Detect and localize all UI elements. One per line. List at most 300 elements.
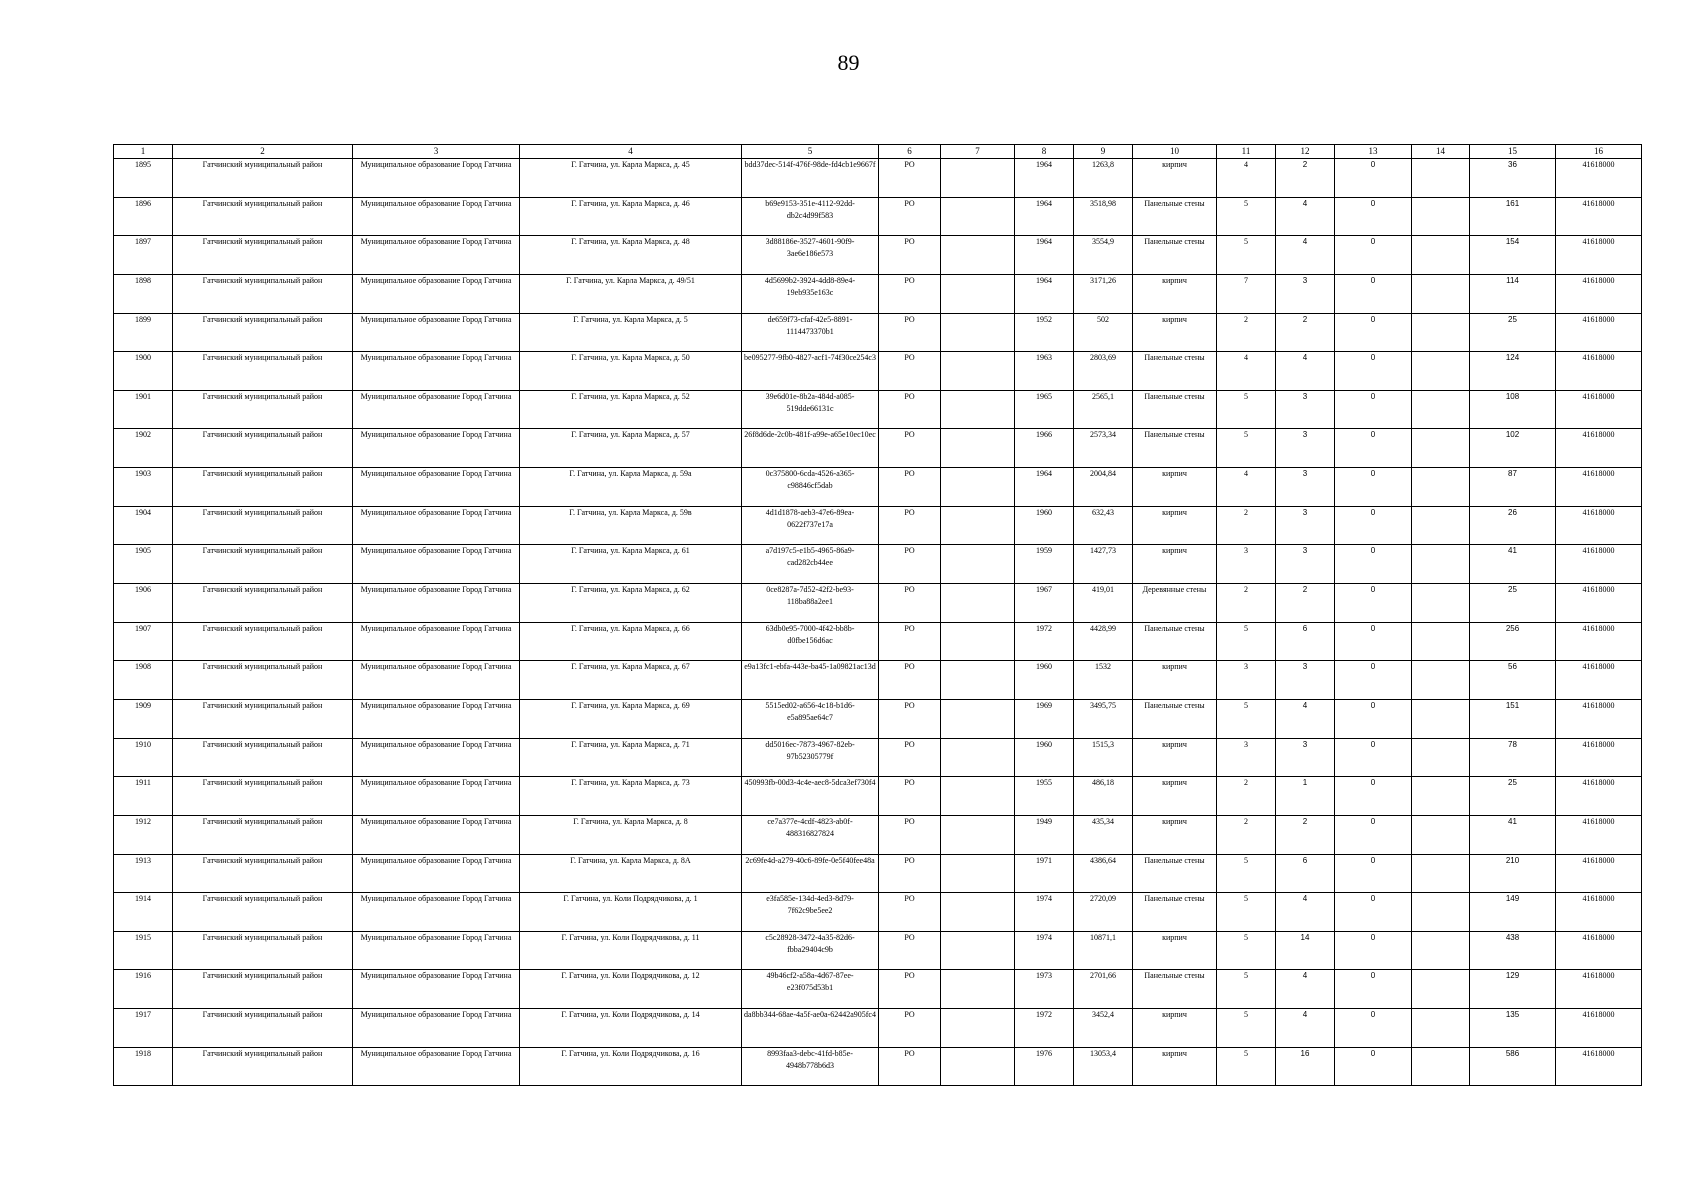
building-guid-cell: 3d88186e-3527-4601-90f9-3ae6e186e573 [742,236,879,275]
table-row [114,506,1642,545]
floors-cell: 5 [1217,1047,1276,1086]
column-7-cell [941,197,1015,236]
oktmo-cell: 41618000 [1556,429,1642,468]
column-14-cell [1412,313,1470,352]
column-14-cell [1412,429,1470,468]
entrances-cell: 2 [1276,584,1335,623]
row-number: 1916 [114,970,173,1009]
building-guid-cell: c5c28928-3472-4a35-82d6-fbba29404c9b [742,931,879,970]
column-7-cell [941,468,1015,507]
column-13-cell: 0 [1335,661,1412,700]
build-year-cell: 1974 [1015,893,1074,932]
floors-cell: 2 [1217,815,1276,854]
address-cell: Г. Гатчина, ул. Карла Маркса, д. 67 [520,661,742,700]
district-cell: Гатчинский муниципальный район [173,236,353,275]
table-row [114,970,1642,1009]
oktmo-cell: 41618000 [1556,313,1642,352]
oktmo-cell: 41618000 [1556,738,1642,777]
wall-material-cell: кирпич [1133,506,1217,545]
row-number: 1914 [114,893,173,932]
entrances-cell: 14 [1276,931,1335,970]
entrances-cell: 4 [1276,352,1335,391]
oktmo-cell: 41618000 [1556,390,1642,429]
column-7-cell [941,429,1015,468]
row-number: 1899 [114,313,173,352]
table-body [114,159,1642,1086]
entrances-cell: 4 [1276,970,1335,1009]
column-number-header: 13 [1335,145,1412,159]
column-13-cell: 0 [1335,854,1412,893]
oktmo-cell: 41618000 [1556,854,1642,893]
build-year-cell: 1973 [1015,970,1074,1009]
entrances-cell: 3 [1276,506,1335,545]
fund-type-cell: РО [879,777,941,816]
municipality-cell: Муниципальное образование Город Гатчина [353,1009,520,1048]
municipality-cell: Муниципальное образование Город Гатчина [353,777,520,816]
address-cell: Г. Гатчина, ул. Карла Маркса, д. 59а [520,468,742,507]
floors-cell: 3 [1217,545,1276,584]
address-cell: Г. Гатчина, ул. Карла Маркса, д. 49/51 [520,274,742,313]
entrances-cell: 4 [1276,236,1335,275]
building-guid-cell: 0c375800-6cda-4526-a365-c98846cf5dab [742,468,879,507]
column-7-cell [941,622,1015,661]
floors-cell: 2 [1217,506,1276,545]
column-13-cell: 0 [1335,931,1412,970]
area-cell: 2573,34 [1074,429,1133,468]
fund-type-cell: РО [879,274,941,313]
address-cell: Г. Гатчина, ул. Карла Маркса, д. 45 [520,159,742,198]
column-number-header: 11 [1217,145,1276,159]
apartments-cell: 151 [1470,699,1556,738]
area-cell: 502 [1074,313,1133,352]
apartments-cell: 41 [1470,815,1556,854]
apartments-cell: 25 [1470,777,1556,816]
district-cell: Гатчинский муниципальный район [173,584,353,623]
building-guid-cell: 5515ed02-a656-4c18-b1d6-e5a895ae64c7 [742,699,879,738]
column-number-header: 14 [1412,145,1470,159]
address-cell: Г. Гатчина, ул. Карла Маркса, д. 5 [520,313,742,352]
district-cell: Гатчинский муниципальный район [173,622,353,661]
oktmo-cell: 41618000 [1556,545,1642,584]
column-13-cell: 0 [1335,506,1412,545]
column-13-cell: 0 [1335,970,1412,1009]
column-13-cell: 0 [1335,738,1412,777]
entrances-cell: 1 [1276,777,1335,816]
building-guid-cell: dd5016ec-7873-4967-82eb-97b52305779f [742,738,879,777]
wall-material-cell: Панельные стены [1133,622,1217,661]
row-number: 1900 [114,352,173,391]
building-guid-cell: a7d197c5-e1b5-4965-86a9-cad282cb44ee [742,545,879,584]
building-guid-cell: bdd37dec-514f-476f-98de-fd4cb1e9667f [742,159,879,198]
column-13-cell: 0 [1335,390,1412,429]
table-row [114,854,1642,893]
floors-cell: 2 [1217,777,1276,816]
row-number: 1907 [114,622,173,661]
oktmo-cell: 41618000 [1556,274,1642,313]
column-13-cell: 0 [1335,159,1412,198]
district-cell: Гатчинский муниципальный район [173,197,353,236]
fund-type-cell: РО [879,931,941,970]
row-number: 1915 [114,931,173,970]
municipality-cell: Муниципальное образование Город Гатчина [353,931,520,970]
floors-cell: 2 [1217,584,1276,623]
fund-type-cell: РО [879,236,941,275]
column-14-cell [1412,893,1470,932]
area-cell: 1532 [1074,661,1133,700]
area-cell: 2565,1 [1074,390,1133,429]
municipality-cell: Муниципальное образование Город Гатчина [353,429,520,468]
floors-cell: 7 [1217,274,1276,313]
building-guid-cell: be095277-9fb0-4827-acf1-74f30ce254c3 [742,352,879,391]
column-14-cell [1412,236,1470,275]
area-cell: 632,43 [1074,506,1133,545]
oktmo-cell: 41618000 [1556,622,1642,661]
column-14-cell [1412,159,1470,198]
build-year-cell: 1960 [1015,506,1074,545]
build-year-cell: 1960 [1015,738,1074,777]
column-7-cell [941,931,1015,970]
column-13-cell: 0 [1335,622,1412,661]
address-cell: Г. Гатчина, ул. Карла Маркса, д. 50 [520,352,742,391]
floors-cell: 3 [1217,661,1276,700]
wall-material-cell: Панельные стены [1133,390,1217,429]
column-7-cell [941,815,1015,854]
oktmo-cell: 41618000 [1556,584,1642,623]
row-number: 1902 [114,429,173,468]
floors-cell: 5 [1217,854,1276,893]
column-number-header: 5 [742,145,879,159]
wall-material-cell: Панельные стены [1133,197,1217,236]
column-13-cell: 0 [1335,313,1412,352]
row-number: 1911 [114,777,173,816]
municipality-cell: Муниципальное образование Город Гатчина [353,274,520,313]
municipality-cell: Муниципальное образование Город Гатчина [353,661,520,700]
entrances-cell: 3 [1276,390,1335,429]
wall-material-cell: Панельные стены [1133,699,1217,738]
build-year-cell: 1960 [1015,661,1074,700]
address-cell: Г. Гатчина, ул. Карла Маркса, д. 73 [520,777,742,816]
row-number: 1909 [114,699,173,738]
column-number-header-row [114,145,1642,159]
apartments-cell: 87 [1470,468,1556,507]
table-row [114,584,1642,623]
building-guid-cell: 39e6d01e-8b2a-484d-a085-519dde66131c [742,390,879,429]
area-cell: 1263,8 [1074,159,1133,198]
district-cell: Гатчинский муниципальный район [173,545,353,584]
wall-material-cell: Панельные стены [1133,236,1217,275]
fund-type-cell: РО [879,854,941,893]
oktmo-cell: 41618000 [1556,970,1642,1009]
fund-type-cell: РО [879,893,941,932]
apartments-cell: 41 [1470,545,1556,584]
column-14-cell [1412,622,1470,661]
district-cell: Гатчинский муниципальный район [173,777,353,816]
building-guid-cell: b69e9153-351e-4112-92dd-db2c4d99f583 [742,197,879,236]
build-year-cell: 1952 [1015,313,1074,352]
wall-material-cell: кирпич [1133,159,1217,198]
entrances-cell: 2 [1276,313,1335,352]
table-row [114,197,1642,236]
address-cell: Г. Гатчина, ул. Коли Подрядчикова, д. 14 [520,1009,742,1048]
apartments-cell: 25 [1470,584,1556,623]
address-cell: Г. Гатчина, ул. Карла Маркса, д. 8А [520,854,742,893]
area-cell: 4428,99 [1074,622,1133,661]
area-cell: 2720,09 [1074,893,1133,932]
apartments-cell: 586 [1470,1047,1556,1086]
column-7-cell [941,584,1015,623]
district-cell: Гатчинский муниципальный район [173,738,353,777]
floors-cell: 5 [1217,236,1276,275]
apartments-cell: 161 [1470,197,1556,236]
oktmo-cell: 41618000 [1556,236,1642,275]
apartments-cell: 124 [1470,352,1556,391]
entrances-cell: 2 [1276,159,1335,198]
housing-register-table [113,144,1642,1086]
building-guid-cell: de659f73-cfaf-42e5-8891-1114473370b1 [742,313,879,352]
oktmo-cell: 41618000 [1556,1047,1642,1086]
table-row [114,622,1642,661]
wall-material-cell: Панельные стены [1133,352,1217,391]
municipality-cell: Муниципальное образование Город Гатчина [353,545,520,584]
fund-type-cell: РО [879,159,941,198]
floors-cell: 5 [1217,622,1276,661]
entrances-cell: 16 [1276,1047,1335,1086]
oktmo-cell: 41618000 [1556,931,1642,970]
municipality-cell: Муниципальное образование Город Гатчина [353,313,520,352]
address-cell: Г. Гатчина, ул. Карла Маркса, д. 46 [520,197,742,236]
column-7-cell [941,313,1015,352]
column-13-cell: 0 [1335,468,1412,507]
district-cell: Гатчинский муниципальный район [173,390,353,429]
apartments-cell: 438 [1470,931,1556,970]
district-cell: Гатчинский муниципальный район [173,815,353,854]
build-year-cell: 1972 [1015,622,1074,661]
building-guid-cell: 450993fb-00d3-4c4e-aec8-5dca3ef730f4 [742,777,879,816]
column-14-cell [1412,661,1470,700]
row-number: 1913 [114,854,173,893]
column-number-header: 6 [879,145,941,159]
district-cell: Гатчинский муниципальный район [173,159,353,198]
column-13-cell: 0 [1335,545,1412,584]
column-number-header: 1 [114,145,173,159]
apartments-cell: 135 [1470,1009,1556,1048]
entrances-cell: 4 [1276,699,1335,738]
column-7-cell [941,699,1015,738]
area-cell: 4386,64 [1074,854,1133,893]
column-number-header: 2 [173,145,353,159]
fund-type-cell: РО [879,313,941,352]
wall-material-cell: кирпич [1133,545,1217,584]
build-year-cell: 1964 [1015,236,1074,275]
table-row [114,159,1642,198]
area-cell: 3554,9 [1074,236,1133,275]
municipality-cell: Муниципальное образование Город Гатчина [353,1047,520,1086]
area-cell: 486,18 [1074,777,1133,816]
build-year-cell: 1965 [1015,390,1074,429]
building-guid-cell: da8bb344-68ae-4a5f-ae0a-62442a905fc4 [742,1009,879,1048]
address-cell: Г. Гатчина, ул. Карла Маркса, д. 57 [520,429,742,468]
row-number: 1895 [114,159,173,198]
column-13-cell: 0 [1335,699,1412,738]
wall-material-cell: кирпич [1133,468,1217,507]
build-year-cell: 1964 [1015,159,1074,198]
fund-type-cell: РО [879,429,941,468]
fund-type-cell: РО [879,506,941,545]
apartments-cell: 25 [1470,313,1556,352]
column-13-cell: 0 [1335,1009,1412,1048]
row-number: 1906 [114,584,173,623]
address-cell: Г. Гатчина, ул. Коли Подрядчикова, д. 16 [520,1047,742,1086]
column-14-cell [1412,854,1470,893]
wall-material-cell: кирпич [1133,931,1217,970]
row-number: 1912 [114,815,173,854]
address-cell: Г. Гатчина, ул. Карла Маркса, д. 69 [520,699,742,738]
floors-cell: 5 [1217,970,1276,1009]
oktmo-cell: 41618000 [1556,1009,1642,1048]
entrances-cell: 3 [1276,545,1335,584]
page-number: 89 [837,50,860,75]
fund-type-cell: РО [879,970,941,1009]
table-row [114,777,1642,816]
area-cell: 3171,26 [1074,274,1133,313]
row-number: 1905 [114,545,173,584]
floors-cell: 2 [1217,313,1276,352]
build-year-cell: 1963 [1015,352,1074,391]
district-cell: Гатчинский муниципальный район [173,893,353,932]
fund-type-cell: РО [879,545,941,584]
table-row [114,468,1642,507]
row-number: 1896 [114,197,173,236]
column-13-cell: 0 [1335,197,1412,236]
floors-cell: 5 [1217,197,1276,236]
entrances-cell: 6 [1276,854,1335,893]
building-guid-cell: e9a13fc1-ebfa-443e-ba45-1a09821ac13d [742,661,879,700]
fund-type-cell: РО [879,468,941,507]
column-number-header: 10 [1133,145,1217,159]
entrances-cell: 3 [1276,661,1335,700]
fund-type-cell: РО [879,815,941,854]
apartments-cell: 108 [1470,390,1556,429]
fund-type-cell: РО [879,1009,941,1048]
entrances-cell: 4 [1276,1009,1335,1048]
oktmo-cell: 41618000 [1556,352,1642,391]
address-cell: Г. Гатчина, ул. Карла Маркса, д. 61 [520,545,742,584]
apartments-cell: 256 [1470,622,1556,661]
column-7-cell [941,1047,1015,1086]
apartments-cell: 26 [1470,506,1556,545]
column-14-cell [1412,777,1470,816]
floors-cell: 3 [1217,738,1276,777]
address-cell: Г. Гатчина, ул. Карла Маркса, д. 66 [520,622,742,661]
column-14-cell [1412,738,1470,777]
apartments-cell: 114 [1470,274,1556,313]
area-cell: 3452,4 [1074,1009,1133,1048]
oktmo-cell: 41618000 [1556,893,1642,932]
building-guid-cell: 26f8d6de-2c0b-481f-a99e-a65e10ec10ec [742,429,879,468]
floors-cell: 5 [1217,1009,1276,1048]
fund-type-cell: РО [879,699,941,738]
municipality-cell: Муниципальное образование Город Гатчина [353,352,520,391]
build-year-cell: 1949 [1015,815,1074,854]
row-number: 1910 [114,738,173,777]
apartments-cell: 129 [1470,970,1556,1009]
address-cell: Г. Гатчина, ул. Коли Подрядчикова, д. 11 [520,931,742,970]
building-guid-cell: 0ce8287a-7d52-42f2-be93-118ba88a2ee1 [742,584,879,623]
column-number-header: 3 [353,145,520,159]
fund-type-cell: РО [879,661,941,700]
wall-material-cell: кирпич [1133,661,1217,700]
floors-cell: 5 [1217,429,1276,468]
district-cell: Гатчинский муниципальный район [173,661,353,700]
area-cell: 2004,84 [1074,468,1133,507]
area-cell: 10871,1 [1074,931,1133,970]
build-year-cell: 1964 [1015,197,1074,236]
floors-cell: 4 [1217,352,1276,391]
address-cell: Г. Гатчина, ул. Карла Маркса, д. 59в [520,506,742,545]
column-number-header: 12 [1276,145,1335,159]
district-cell: Гатчинский муниципальный район [173,931,353,970]
column-14-cell [1412,584,1470,623]
wall-material-cell: кирпич [1133,313,1217,352]
entrances-cell: 2 [1276,815,1335,854]
column-7-cell [941,545,1015,584]
floors-cell: 4 [1217,159,1276,198]
table-row [114,352,1642,391]
column-13-cell: 0 [1335,777,1412,816]
column-7-cell [941,661,1015,700]
municipality-cell: Муниципальное образование Город Гатчина [353,699,520,738]
oktmo-cell: 41618000 [1556,159,1642,198]
column-14-cell [1412,931,1470,970]
wall-material-cell: кирпич [1133,815,1217,854]
table-row [114,738,1642,777]
wall-material-cell: Панельные стены [1133,970,1217,1009]
municipality-cell: Муниципальное образование Город Гатчина [353,159,520,198]
municipality-cell: Муниципальное образование Город Гатчина [353,584,520,623]
floors-cell: 5 [1217,931,1276,970]
district-cell: Гатчинский муниципальный район [173,429,353,468]
apartments-cell: 78 [1470,738,1556,777]
district-cell: Гатчинский муниципальный район [173,1009,353,1048]
table-row [114,236,1642,275]
column-7-cell [941,352,1015,391]
building-guid-cell: 63db0e95-7000-4f42-bb8b-d0fbe156d6ac [742,622,879,661]
row-number: 1917 [114,1009,173,1048]
building-guid-cell: 49b46cf2-a58a-4d67-87ee-e23f075d53b1 [742,970,879,1009]
fund-type-cell: РО [879,197,941,236]
address-cell: Г. Гатчина, ул. Карла Маркса, д. 48 [520,236,742,275]
municipality-cell: Муниципальное образование Город Гатчина [353,390,520,429]
municipality-cell: Муниципальное образование Город Гатчина [353,506,520,545]
district-cell: Гатчинский муниципальный район [173,274,353,313]
municipality-cell: Муниципальное образование Город Гатчина [353,468,520,507]
district-cell: Гатчинский муниципальный район [173,699,353,738]
floors-cell: 5 [1217,390,1276,429]
table-row [114,661,1642,700]
building-guid-cell: e3fa585e-134d-4ed3-8d79-7f62c9be5ee2 [742,893,879,932]
oktmo-cell: 41618000 [1556,506,1642,545]
address-cell: Г. Гатчина, ул. Карла Маркса, д. 71 [520,738,742,777]
column-13-cell: 0 [1335,236,1412,275]
fund-type-cell: РО [879,584,941,623]
build-year-cell: 1966 [1015,429,1074,468]
column-13-cell: 0 [1335,1047,1412,1086]
column-7-cell [941,274,1015,313]
column-14-cell [1412,468,1470,507]
row-number: 1918 [114,1047,173,1086]
table-row [114,815,1642,854]
row-number: 1897 [114,236,173,275]
